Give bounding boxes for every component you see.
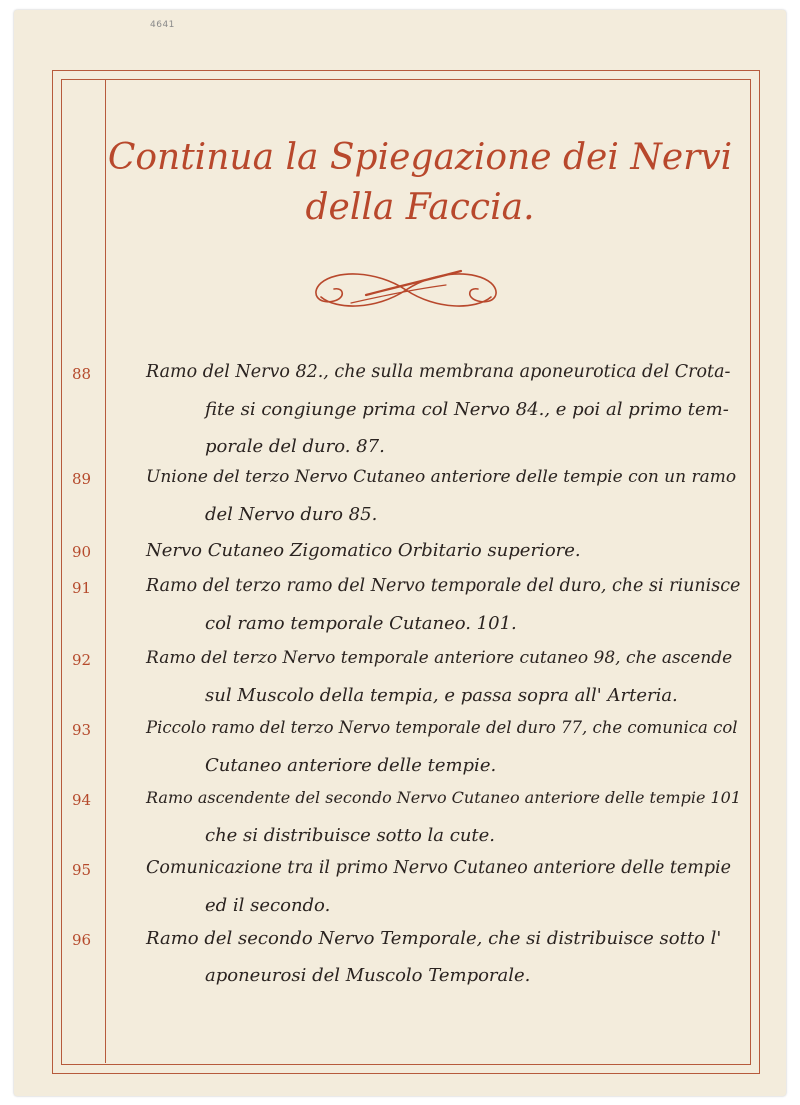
page-title-line-1: Continua la Spiegazione dei Nervi: [107, 137, 733, 178]
entry-text-line: Ramo del Nervo 82., che sulla membrana aponeurotica del Crota-: [146, 362, 731, 382]
calligraphic-flourish: [296, 265, 516, 315]
entry-text-line: del Nervo duro 85.: [205, 504, 378, 525]
entry-text-line: Ramo del terzo Nervo temporale anteriore cutaneo 98, che ascende: [146, 648, 733, 668]
entry-text-line: Ramo del secondo Nervo Temporale, che si distribuisce sotto l': [146, 928, 722, 949]
entry-number: 94: [72, 791, 92, 809]
entry-text-line: Cutaneo anteriore delle tempie.: [205, 755, 497, 776]
entry-number: 91: [72, 579, 92, 597]
entry-text-line: aponeurosi del Muscolo Temporale.: [205, 965, 531, 986]
entry-text-line: col ramo temporale Cutaneo. 101.: [205, 613, 517, 634]
entry-number: 96: [72, 931, 92, 949]
entry-text-line: porale del duro. 87.: [205, 436, 385, 457]
entry-number: 92: [72, 651, 92, 669]
entry-text-line: sul Muscolo della tempia, e passa sopra all' Arteria.: [205, 685, 678, 706]
entry-text-line: che si distribuisce sotto la cute.: [205, 825, 496, 846]
pencil-mark: 4641: [150, 20, 175, 30]
entry-number: 90: [72, 543, 92, 561]
entry-number: 88: [72, 365, 92, 383]
entry-text-line: Piccolo ramo del terzo Nervo temporale del duro 77, che comunica col: [146, 718, 738, 737]
entry-text-line: Nervo Cutaneo Zigomatico Orbitario superiore.: [146, 540, 581, 561]
entry-number: 89: [72, 470, 92, 488]
entry-number: 95: [72, 861, 92, 879]
entry-text-line: Comunicazione tra il primo Nervo Cutaneo anteriore delle tempie: [146, 858, 732, 878]
entry-text-line: Unione del terzo Nervo Cutaneo anteriore delle tempie con un ramo: [146, 467, 737, 487]
entry-number: 93: [72, 721, 92, 739]
page-title-line-2: della Faccia.: [305, 187, 535, 228]
entry-text-line: Ramo del terzo ramo del Nervo temporale del duro, che si riunisce: [146, 576, 741, 596]
entry-text-line: fite si congiunge prima col Nervo 84., e poi al primo tem-: [205, 399, 729, 420]
entry-text-line: ed il secondo.: [205, 895, 331, 916]
entry-text-line: Ramo ascendente del secondo Nervo Cutaneo anteriore delle tempie 101: [146, 788, 742, 807]
